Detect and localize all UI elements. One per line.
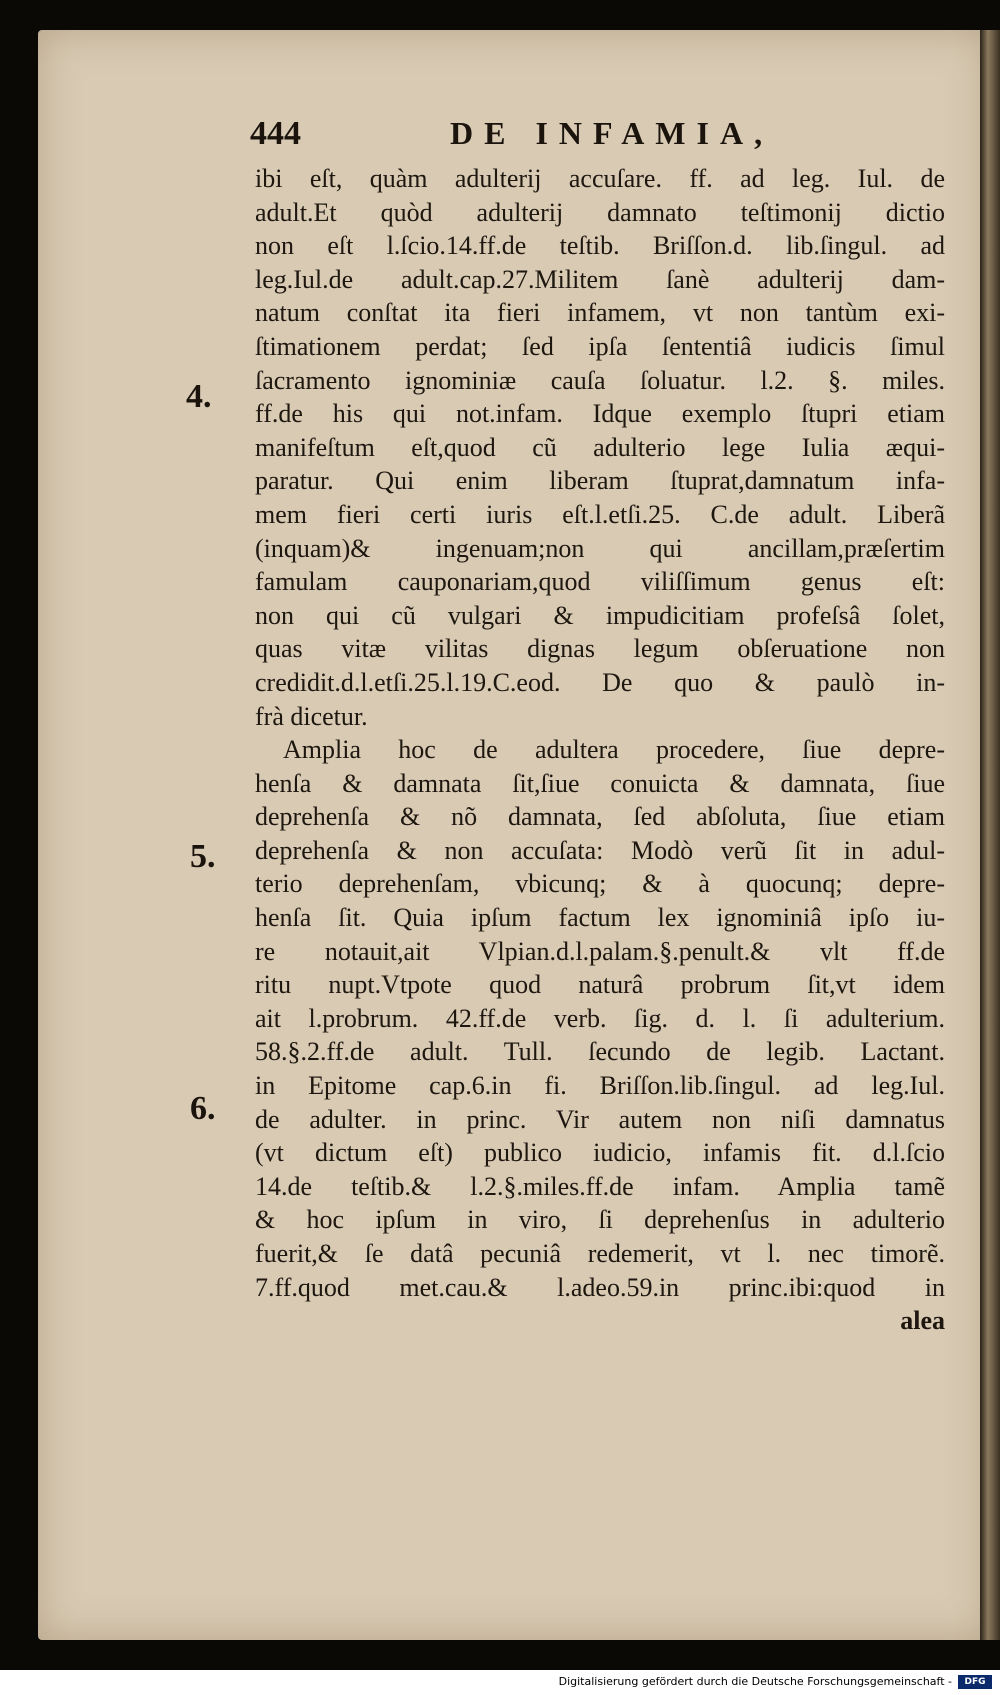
text-line: fuerit,& ſe datâ pecuniâ redemerit, vt l. nec timorẽ. [255,1239,945,1268]
text-line: famulam cauponariam,quod viliſſimum genus eſt: [255,567,945,597]
running-head: DE INFAMIA, [450,115,774,151]
text-line: adult.Et quòd adulterij damnato teſtimonij dictio [255,197,945,227]
text-line: ait l.probrum. 42.ff.de verb. ſig. d. l. ſi adulterium. [255,1003,945,1033]
text-line: Amplia hoc de adultera procedere, ſiue depre- [283,735,945,765]
body-text [255,162,945,1338]
text-line: ibi eſt, quàm adulterij accuſare. ff. ad leg. Iul. de [255,164,945,193]
text-line: leg.Iul.de adult.cap.27.Militem ſanè adulterij dam- [255,264,945,294]
text-line: 14.de teſtib.& l.2.§.miles.ff.de infam. Amplia tamẽ [255,1171,945,1201]
text-line: non eſt l.ſcio.14.ff.de teſtib. Briſſon.d. lib.ſingul. ad [255,231,945,261]
text-line: frà dicetur. [255,701,368,731]
margin-number-4: 4. [186,378,212,415]
text-line: de adulter. in princ. Vir autem non niſi damnatus [255,1104,945,1134]
text-line: terio deprehenſam, vbicunq; & à quocunq; depre- [255,869,945,899]
text-line: ſtimationem perdat; ſed ipſa ſententiâ iudicis ſimul [255,331,945,361]
text-line: (inquam)& ingenuam;non qui ancillam,præſertim [255,533,945,563]
page-number: 444 [250,115,301,152]
catchword: alea [900,1306,945,1336]
footer [0,1672,1000,1695]
text-line: henſa ſit. Quia ipſum factum lex ignominiâ ipſo iu- [255,903,945,933]
text-line: 58.§.2.ff.de adult. Tull. ſecundo de legib. Lactant. [255,1037,945,1067]
text-line: deprehenſa & non accuſata: Modò verũ ſit in adul- [255,835,945,865]
text-line: henſa & damnata ſit,ſiue conuicta & damnata, ſiue [255,768,945,798]
dfg-logo: DFG [958,1675,992,1689]
page-edge [980,30,1000,1640]
text-line: paratur. Qui enim liberam ſtuprat,damnatum infa- [255,466,945,496]
text-line: manifeſtum eſt,quod cũ adulterio lege Iulia æqui- [255,432,945,462]
text-line: ritu nupt.Vtpote quod naturâ probrum ſit,vt idem [255,970,945,1000]
margin-number-5: 5. [190,838,216,875]
text-line: 7.ff.quod met.cau.& l.adeo.59.in princ.ibi:quod in [255,1272,945,1302]
text-line: mem fieri certi iuris eſt.l.etſi.25. C.de adult. Liberã [255,499,945,529]
text-line: natum conſtat ita fieri infamem, vt non tantùm exi- [255,298,945,328]
page-header [250,115,810,165]
margin-number-6: 6. [190,1090,216,1127]
text-line: deprehenſa & nõ damnata, ſed abſoluta, ſiue etiam [255,802,945,832]
text-line: non qui cũ vulgari & impudicitiam profeſsâ ſolet, [255,600,945,630]
text-line: credidit.d.l.etſi.25.l.19.C.eod. De quo & paulò in- [255,667,945,697]
text-line: re notauit,ait Vlpian.d.l.palam.§.penult.& vlt ff.de [255,936,945,966]
funding-credit: Digitalisierung gefördert durch die Deutsche Forschungsgemeinschaft - [558,1675,952,1688]
text-line: ſacramento ignominiæ cauſa ſoluatur. l.2. §. miles. [255,365,945,395]
text-line: (vt dictum eſt) publico iudicio, infamis fit. d.l.ſcio [255,1138,945,1168]
text-line: & hoc ipſum in viro, ſi deprehenſus in adulterio [255,1205,945,1235]
text-line: in Epitome cap.6.in fi. Briſſon.lib.ſingul. ad leg.Iul. [255,1071,945,1101]
text-line: ff.de his qui not.infam. Idque exemplo ſtupri etiam [255,399,945,429]
text-line: quas vitæ vilitas dignas legum obſeruatione non [255,634,945,664]
